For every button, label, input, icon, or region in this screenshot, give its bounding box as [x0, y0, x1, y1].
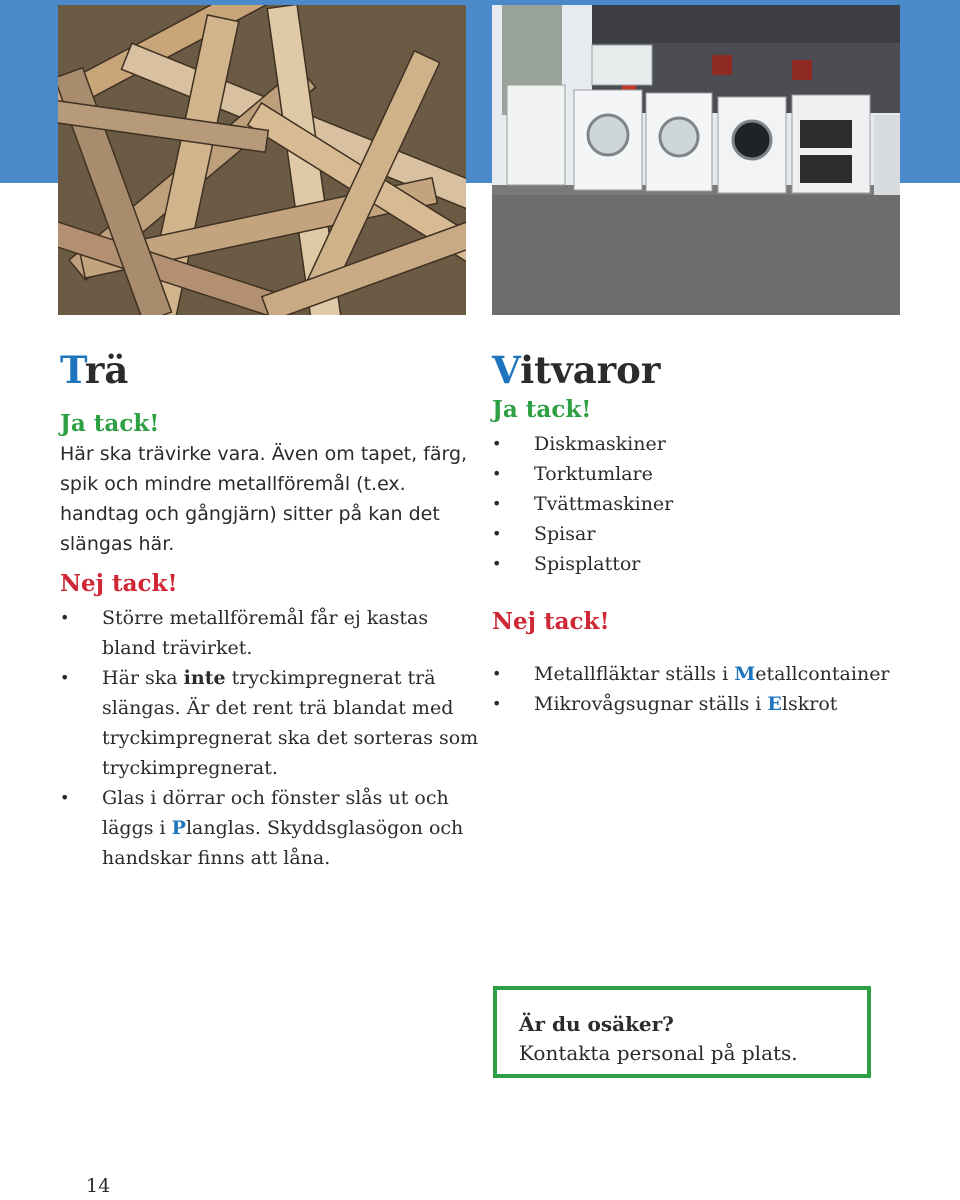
- wood-planks-photo: [58, 5, 466, 315]
- wood-no-label: Nej tack!: [60, 570, 178, 597]
- list-item-text: langlas. Skyddsglasögon och handskar finns att låna.: [102, 817, 464, 869]
- list-item-text: Mikrovågsugnar ställs i: [534, 693, 768, 715]
- list-item-text: Större metallföremål får ej kastas bland trävirket.: [102, 607, 429, 659]
- emphasis-text: inte: [183, 667, 226, 689]
- white-goods-heading-initial: V: [492, 348, 521, 392]
- wood-section: [60, 345, 480, 873]
- list-item-text: tryckimpregnerat trä slängas. Är det rent trä blandat med tryckimpregnerat ska det sorteras som tryckimpregnerat.: [102, 667, 479, 779]
- wood-yes-text: Här ska trävirke vara. Även om tapet, färg, spik och mindre metallföremål (t.ex. handtag och gångjärn) sitter på kan det slängas här.: [60, 443, 468, 555]
- list-item-text: lskrot: [781, 693, 838, 715]
- list-item: • Diskmaskiner: [492, 429, 932, 459]
- list-item-text: Här ska: [102, 667, 184, 689]
- list-item: [492, 689, 892, 719]
- unsure-answer: Kontakta personal på plats.: [519, 1041, 798, 1065]
- white-goods-yes-list: [492, 429, 932, 579]
- list-item: [60, 663, 480, 783]
- wood-yes-label: Ja tack!: [60, 410, 160, 437]
- white-goods-heading-rest: itvaror: [520, 348, 661, 392]
- list-item: • Spisar: [492, 519, 932, 549]
- white-goods-heading: [492, 345, 932, 395]
- list-item: • Torktumlare: [492, 459, 932, 489]
- white-goods-no-list: [492, 659, 892, 719]
- wood-heading-initial: T: [60, 348, 85, 392]
- list-item: [60, 603, 480, 663]
- list-item: • Spisplattor: [492, 549, 932, 579]
- container-initial: P: [171, 817, 186, 839]
- list-item: [492, 659, 892, 689]
- list-item-text: etallcontainer: [755, 663, 890, 685]
- wood-heading-rest: rä: [84, 348, 129, 392]
- wood-no-list: [60, 603, 480, 873]
- unsure-question: Är du osäker?: [519, 1012, 674, 1036]
- list-item-text: Metallfläktar ställs i: [534, 663, 735, 685]
- wood-heading: [60, 345, 480, 395]
- unsure-info-box: [493, 986, 871, 1078]
- list-item: • Tvättmaskiner: [492, 489, 932, 519]
- container-initial: M: [734, 663, 756, 685]
- list-item-text: Glas i dörrar och fönster slås ut och läggs i: [102, 787, 449, 839]
- white-goods-photo: [492, 5, 900, 315]
- white-goods-yes-label: Ja tack!: [492, 396, 592, 423]
- white-goods-no-label: Nej tack!: [492, 608, 610, 635]
- page-number: 14: [86, 1175, 111, 1197]
- list-item: [60, 783, 480, 873]
- white-goods-section: [492, 345, 932, 719]
- container-initial: E: [767, 693, 782, 715]
